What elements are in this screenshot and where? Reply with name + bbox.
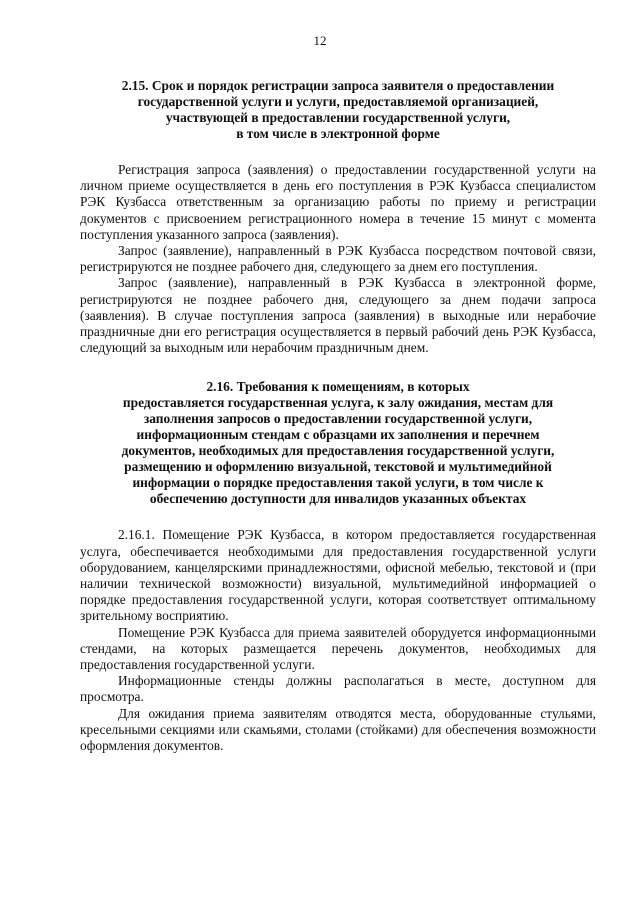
heading-line: информации о порядке предоставления такой услуги, в том числе к bbox=[132, 475, 544, 491]
paragraph: Информационные стенды должны располагаться в месте, доступном для просмотра. bbox=[80, 673, 596, 705]
heading-line: размещению и оформлению визуальной, текстовой и мультимедийной bbox=[124, 459, 552, 475]
paragraph: Регистрация запроса (заявления) о предоставлении государственной услуги на личном приеме осуществляется в день его поступления в РЭК Кузбасса специалистом РЭК Кузбасса ответственным за организацию работы по приему и регистрации документов с присвоением регистрационного номера в течение 15 минут с момента поступления указанного запроса (заявления). bbox=[80, 162, 596, 242]
paragraph: Для ожидания приема заявителям отводятся места, оборудованные стульями, кресельными секциями или скамьями, столами (стойками) для обеспечения возможности оформления документов. bbox=[80, 705, 596, 754]
heading-line: предоставляется государственная услуга, к залу ожидания, местам для bbox=[122, 395, 554, 411]
paragraph: Запрос (заявление), направленный в РЭК Кузбасса посредством почтовой связи, регистрируются не позднее рабочего дня, следующего за днем его поступления. bbox=[80, 243, 596, 275]
heading-line: 2.16. Требования к помещениям, в которых bbox=[206, 379, 470, 395]
section-2-15-heading bbox=[80, 78, 596, 142]
section-2-16-body bbox=[80, 527, 596, 754]
section-2-15-body bbox=[80, 162, 596, 356]
heading-line: обеспечению доступности для инвалидов указанных объектах bbox=[149, 491, 527, 507]
heading-line: документов, необходимых для предоставления государственной услуги, bbox=[121, 443, 555, 459]
page-number: 12 bbox=[313, 33, 327, 48]
heading-line: государственной услуги и услуги, предоставляемой организацией, bbox=[137, 94, 539, 109]
document-body bbox=[80, 72, 596, 754]
section-2-16-heading bbox=[80, 379, 596, 507]
heading-line: информационным стендам с образцами их заполнения и перечнем bbox=[136, 427, 540, 443]
heading-line: заполнения запросов о предоставлении государственной услуги, bbox=[143, 411, 533, 427]
paragraph: Запрос (заявление), направленный в РЭК Кузбасса в электронной форме, регистрируются не позднее рабочего дня, следующего за днем подачи запроса (заявления). В случае поступления запроса (заявления) в выходные или нерабочие праздничные дни его регистрация осуществляется в первый рабочий день РЭК Кузбасса, следующий за выходным или нерабочим праздничным днем. bbox=[80, 275, 596, 356]
heading-line: 2.15. Срок и порядок регистрации запроса заявителя о предоставлении bbox=[121, 78, 555, 93]
heading-line: участвующей в предоставлении государственной услуги, bbox=[165, 110, 511, 125]
paragraph: 2.16.1. Помещение РЭК Кузбасса, в котором предоставляется государственная услуга, обеспечивается необходимыми для предоставления государственной услуги оборудованием, канцелярскими принадлежностями, офисной мебелью, текстовой и (при наличии технической возможности) визуальной, мультимедийной информацией о порядке предоставления государственной услуги, которая соответствует оптимальному зрительному восприятию. bbox=[80, 527, 596, 624]
paragraph: Помещение РЭК Кузбасса для приема заявителей оборудуется информационными стендами, на которых размещается перечень документов, необходимых для предоставления государственной услуги. bbox=[80, 624, 596, 673]
heading-line: в том числе в электронной форме bbox=[236, 126, 440, 141]
